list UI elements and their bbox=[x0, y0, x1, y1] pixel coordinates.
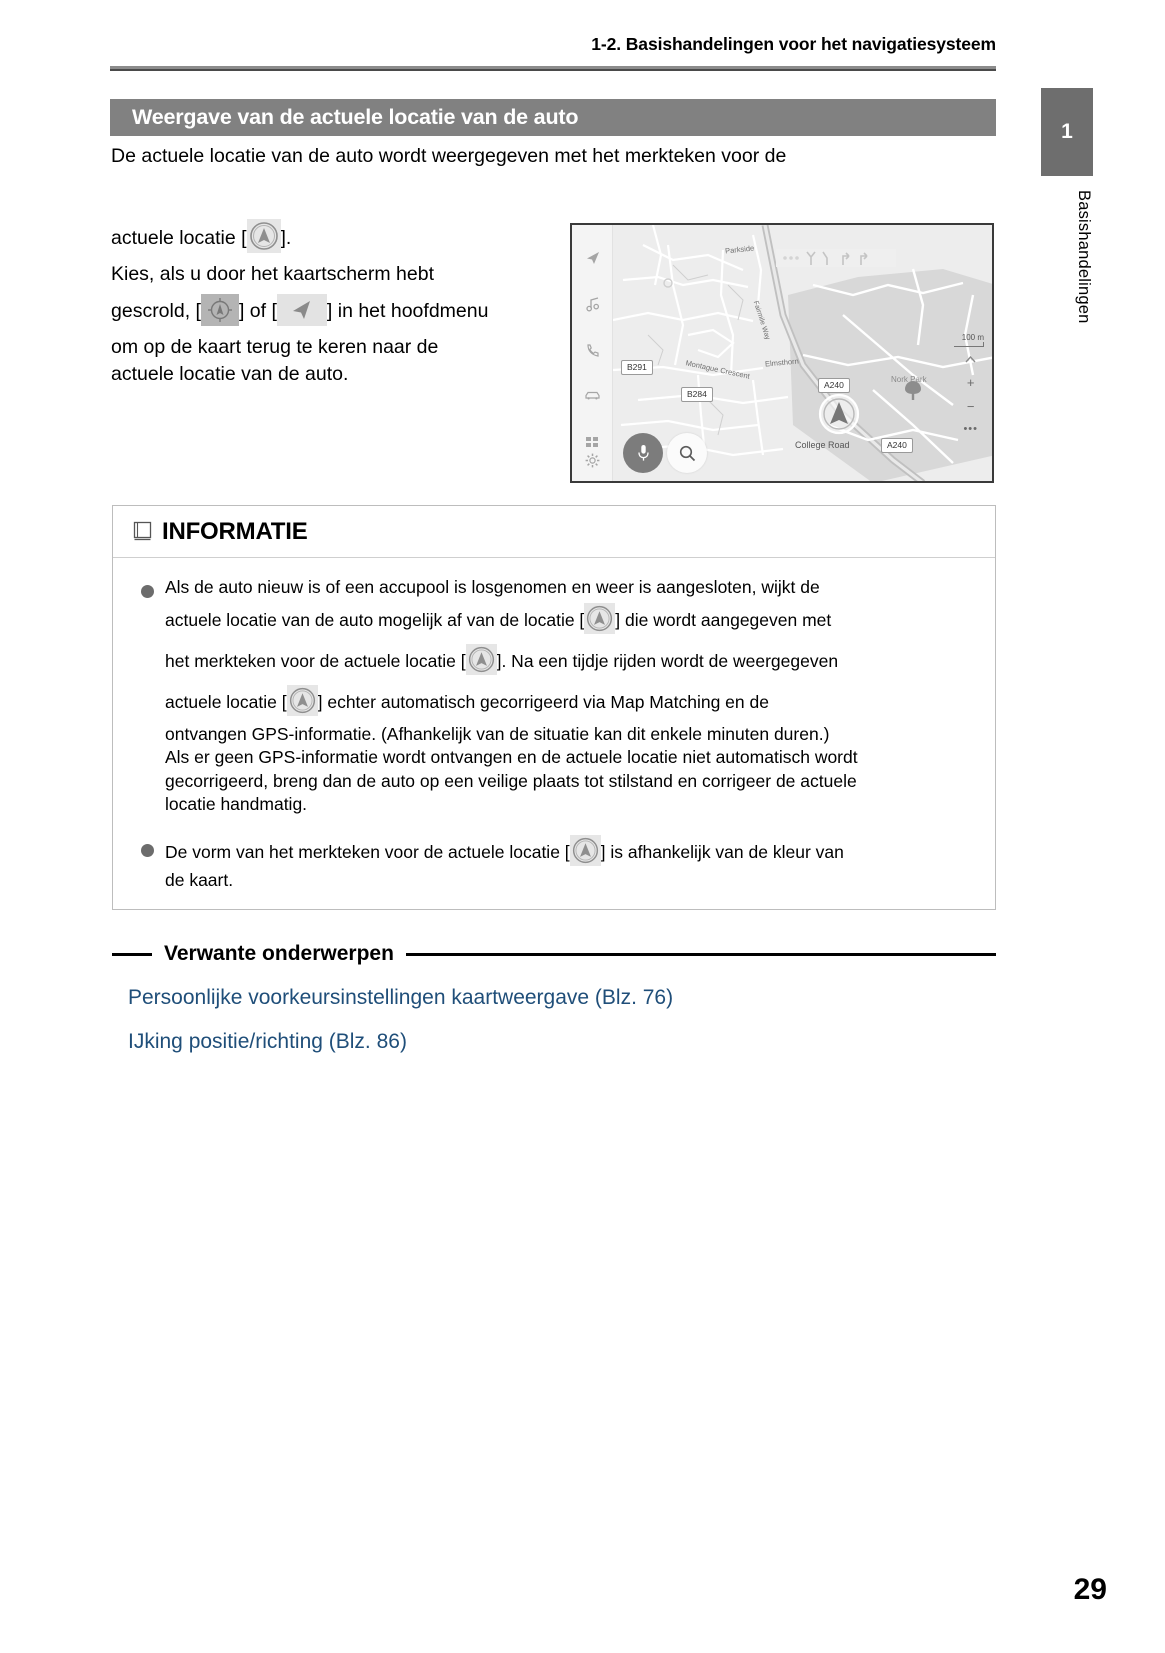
music-icon[interactable] bbox=[572, 293, 613, 315]
related-link-1[interactable]: Persoonlijke voorkeursinstellingen kaartweergave (Blz. 76) bbox=[128, 986, 674, 1009]
intro-line-4-b: ] of [ bbox=[238, 300, 277, 322]
b1-line-5: ontvangen GPS-informatie. (Afhankelijk van de situatie kan dit enkele minuten duren.) bbox=[165, 723, 830, 744]
intro-paragraph-rest bbox=[111, 215, 561, 388]
road-shield-a240-upper: A240 bbox=[818, 378, 850, 393]
header-rule bbox=[110, 66, 996, 71]
map-label-college-road: College Road bbox=[795, 440, 850, 450]
settings-gear-icon[interactable] bbox=[572, 449, 613, 471]
map-canvas[interactable] bbox=[613, 225, 992, 481]
car-icon[interactable] bbox=[572, 385, 613, 407]
information-box-header bbox=[113, 506, 995, 558]
b2-line-1-b: ] is afhankelijk van de kleur van bbox=[600, 841, 844, 862]
b2-line-2: de kaart. bbox=[165, 869, 234, 890]
map-scale-bar bbox=[954, 342, 984, 347]
map-zoom-controls[interactable] bbox=[963, 351, 978, 435]
side-tab-chapter bbox=[1041, 88, 1093, 176]
running-header: 1-2. Basishandelingen voor het navigatiesysteem bbox=[591, 34, 996, 54]
information-bullet-1 bbox=[131, 576, 977, 817]
intro-line-1: De actuele locatie van de auto wordt weergegeven met het merkteken voor de bbox=[111, 145, 787, 167]
map-more-options-button[interactable]: ••• bbox=[963, 423, 978, 435]
b1-line-7: gecorrigeerd, breng dan de auto op een veilige plaats tot stilstand en corrigeer de actuele bbox=[165, 770, 857, 791]
recenter-crosshair-icon bbox=[201, 294, 239, 326]
section-title: Weergave van de actuele locatie van de auto bbox=[132, 105, 579, 129]
intro-line-4-a: gescrold, [ bbox=[111, 300, 201, 322]
b1-line-2 bbox=[165, 600, 977, 641]
related-rule-left bbox=[112, 953, 152, 956]
intro-line-5: om op de kaart terug te keren naar de bbox=[111, 336, 439, 358]
page-number: 29 bbox=[1073, 1573, 1107, 1606]
intro-line-2 bbox=[111, 215, 561, 261]
b1-line-3-b: ]. Na een tijdje rijden wordt de weergegeven bbox=[496, 650, 839, 671]
bullet-marker bbox=[141, 844, 154, 857]
zoom-in-button[interactable]: + bbox=[966, 375, 975, 390]
map-scale-label: 100 m bbox=[961, 333, 984, 342]
b2-line-1 bbox=[165, 835, 977, 869]
zoom-out-button[interactable]: − bbox=[966, 399, 975, 414]
related-topics-header bbox=[112, 940, 996, 968]
current-location-marker-icon bbox=[584, 603, 615, 634]
b1-line-6: Als er geen GPS-informatie wordt ontvangen en de actuele locatie niet automatisch wordt bbox=[165, 747, 858, 767]
road-shield-b284: B284 bbox=[681, 387, 713, 402]
intro-line-2-b: ]. bbox=[280, 227, 292, 249]
map-label-fairmile: Fairmile Way bbox=[751, 300, 771, 341]
navigation-icon[interactable] bbox=[572, 247, 613, 269]
information-bullet-1-text bbox=[165, 576, 977, 817]
navigation-arrow-icon bbox=[277, 294, 327, 326]
intro-line-6: actuele locatie van de auto. bbox=[111, 363, 349, 385]
map-side-rail bbox=[572, 225, 613, 481]
intro-paragraph-line1 bbox=[111, 143, 951, 170]
map-label-parkside: Parkside bbox=[724, 243, 755, 256]
bullet-marker bbox=[141, 585, 154, 598]
b1-line-8: locatie handmatig. bbox=[165, 794, 308, 814]
zoom-up-caret-icon[interactable] bbox=[965, 351, 976, 366]
book-icon bbox=[133, 521, 152, 542]
road-shield-a240-lower: A240 bbox=[881, 438, 913, 453]
map-screen bbox=[572, 225, 992, 481]
related-link-2[interactable]: IJking positie/richting (Blz. 86) bbox=[128, 1030, 407, 1053]
map-label-nork-park: Nork Park bbox=[891, 375, 927, 384]
map-search-button[interactable] bbox=[667, 433, 707, 473]
road-shield-b291: B291 bbox=[621, 360, 653, 375]
current-location-marker-icon bbox=[570, 835, 601, 866]
related-rule-right bbox=[406, 953, 996, 956]
information-box-title: INFORMATIE bbox=[162, 517, 308, 545]
current-location-marker-icon bbox=[466, 644, 497, 675]
b2-line-1-a: De vorm van het merkteken voor de actuele locatie [ bbox=[165, 841, 570, 862]
map-scale-indicator bbox=[954, 333, 984, 347]
information-bullet-2 bbox=[131, 835, 977, 893]
current-location-marker-icon bbox=[818, 393, 860, 435]
related-topics-title: Verwante onderwerpen bbox=[164, 942, 394, 965]
intro-line-3: Kies, als u door het kaartscherm hebt bbox=[111, 263, 434, 285]
information-box bbox=[112, 505, 996, 910]
map-label-elmsthorn: Elmsthorn bbox=[764, 356, 800, 369]
side-tab-number: 1 bbox=[1061, 120, 1073, 143]
intro-line-4 bbox=[111, 288, 561, 334]
b1-line-4-b: ] echter automatisch gecorrigeerd via Map Matching en de bbox=[317, 691, 769, 712]
map-label-montague: Montague Crescent bbox=[684, 358, 751, 381]
intro-line-4-c: ] in het hoofdmenu bbox=[326, 300, 489, 322]
phone-icon[interactable] bbox=[572, 339, 613, 361]
section-title-bar bbox=[110, 99, 996, 136]
b1-line-2-a: actuele locatie van de auto mogelijk af van de locatie [ bbox=[165, 609, 585, 630]
b1-line-3 bbox=[165, 641, 977, 682]
voice-mic-button[interactable] bbox=[623, 433, 663, 473]
b1-line-2-b: ] die wordt aangegeven met bbox=[615, 609, 832, 630]
information-box-body bbox=[113, 558, 995, 900]
b1-line-4 bbox=[165, 682, 977, 723]
b1-line-4-a: actuele locatie [ bbox=[165, 691, 287, 712]
information-bullet-2-text bbox=[165, 835, 977, 893]
side-tab-label: Basishandelingen bbox=[1075, 190, 1093, 324]
b1-line-1: Als de auto nieuw is of een accupool is losgenomen en weer is aangesloten, wijkt de bbox=[165, 577, 820, 597]
b1-line-3-a: het merkteken voor de actuele locatie [ bbox=[165, 650, 466, 671]
map-screenshot bbox=[570, 223, 994, 483]
current-location-marker-icon bbox=[287, 685, 318, 716]
intro-line-2-a: actuele locatie [ bbox=[111, 227, 247, 249]
current-location-marker-icon bbox=[247, 219, 281, 253]
